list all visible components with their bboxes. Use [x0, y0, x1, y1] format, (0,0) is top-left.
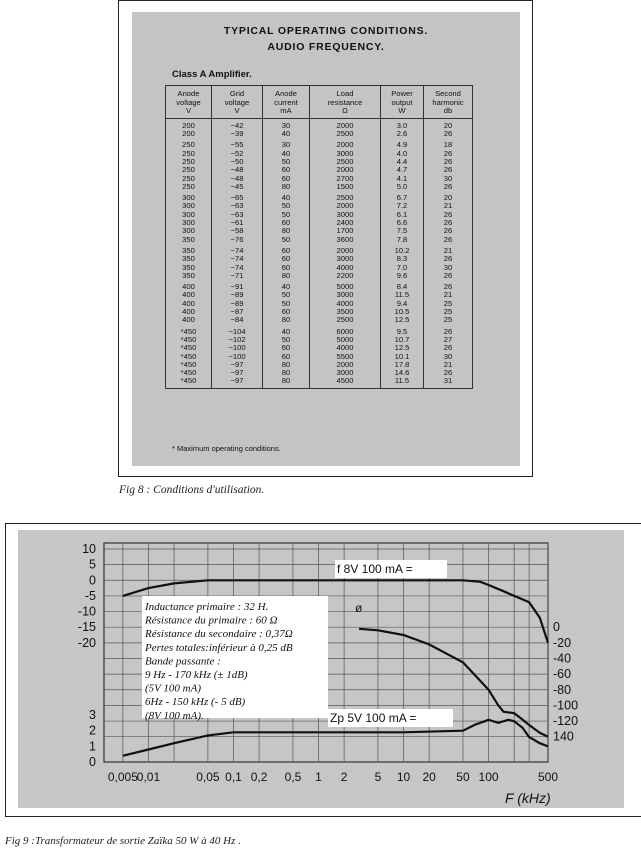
annotation-note: 9 Hz - 170 kHz (± 1dB) [145, 669, 248, 681]
table-cell: 5000 [310, 280, 381, 291]
column-header-line: W [398, 106, 406, 116]
column-header-line: voltage [176, 97, 201, 107]
table-cell: −52 [212, 150, 263, 158]
table-cell: *450 [166, 325, 212, 336]
table-cell: 4.0 [381, 150, 424, 158]
table-cell: 40 [263, 130, 310, 138]
column-header-line: V [185, 106, 192, 116]
table-cell: 26 [424, 158, 473, 166]
table-cell: 2000 [310, 202, 381, 210]
table-cell: 4.1 [381, 175, 424, 183]
table-cell: 50 [263, 158, 310, 166]
table-cell: 60 [263, 244, 310, 255]
table-cell: 60 [263, 166, 310, 174]
table-cell: 4.4 [381, 158, 424, 166]
table-cell: 2000 [310, 166, 381, 174]
table-cell: 3000 [310, 369, 381, 377]
table-cell: 4.9 [381, 138, 424, 149]
table-cell: 2000 [310, 361, 381, 369]
table-cell: 2500 [310, 158, 381, 166]
table-cell: 30 [424, 353, 473, 361]
annotation-note: Bande passante : [145, 655, 221, 668]
table-cell: −91 [212, 280, 263, 291]
column-header-line: output [391, 97, 413, 107]
table-cell: 8.4 [381, 280, 424, 291]
table-cell: 2000 [310, 118, 381, 130]
y-tick-label-impedance: 1 [89, 739, 96, 754]
table-cell: 400 [166, 280, 212, 291]
table-cell: 26 [424, 150, 473, 158]
column-header-line: mA [280, 106, 292, 116]
table-cell: 21 [424, 244, 473, 255]
x-tick-label: 500 [537, 770, 559, 784]
y-tick-label-db: 10 [82, 542, 96, 556]
table-cell: 3000 [310, 211, 381, 219]
y-tick-label-phase: -100 [553, 698, 579, 713]
table-cell: 80 [263, 227, 310, 235]
table-cell: −48 [212, 166, 263, 174]
y-tick-label-impedance: 3 [89, 708, 96, 723]
fig8-subtitle: Class A Amplifier. [172, 69, 252, 80]
table-cell: 26 [424, 236, 473, 244]
table-cell: 400 [166, 316, 212, 324]
table-cell: −100 [212, 353, 263, 361]
table-cell: 350 [166, 264, 212, 272]
table-cell: 2400 [310, 219, 381, 227]
table-cell: −50 [212, 158, 263, 166]
table-cell: −74 [212, 264, 263, 272]
table-cell: 10.2 [381, 244, 424, 255]
table-cell: 11.5 [381, 377, 424, 388]
table-cell: 50 [263, 291, 310, 299]
table-cell: 20 [424, 191, 473, 202]
table-cell: 4500 [310, 377, 381, 388]
table-cell: −42 [212, 118, 263, 130]
table-cell: 18 [424, 138, 473, 149]
x-tick-label: 0,5 [284, 770, 302, 784]
fig9-caption: Fig 9 :Transformateur de sortie Zaïka 50 W à 40 Hz . [5, 835, 241, 847]
x-tick-label: 10 [396, 770, 411, 784]
x-tick-label: 0,1 [225, 770, 242, 784]
x-tick-label: 50 [456, 770, 470, 784]
column-header-line: resistance [327, 97, 363, 107]
y-tick-label-db: -15 [77, 620, 96, 635]
curve-label-f: f 8V 100 mA = [337, 562, 413, 576]
table-cell: 2000 [310, 244, 381, 255]
y-tick-label-db: -20 [77, 635, 96, 650]
table-cell: 400 [166, 291, 212, 299]
table-cell: 26 [424, 325, 473, 336]
table-cell: 300 [166, 211, 212, 219]
table-cell: 6000 [310, 325, 381, 336]
y-tick-label-impedance: 2 [89, 723, 96, 738]
y-tick-label-db: 0 [89, 573, 96, 588]
fig8-caption: Fig 8 : Conditions d'utilisation. [119, 484, 265, 496]
table-cell: *450 [166, 361, 212, 369]
table-cell: 25 [424, 308, 473, 316]
table-cell: 21 [424, 202, 473, 210]
table-cell: −97 [212, 377, 263, 388]
table-cell: 400 [166, 308, 212, 316]
table-cell: 350 [166, 255, 212, 263]
table-cell: 10.7 [381, 336, 424, 344]
table-cell: 80 [263, 377, 310, 388]
table-cell: −58 [212, 227, 263, 235]
table-cell: 50 [263, 202, 310, 210]
table-cell: −89 [212, 291, 263, 299]
table-cell: −100 [212, 344, 263, 352]
column-header-line: Ω [342, 106, 348, 116]
table-cell: 20 [424, 118, 473, 130]
annotation-note: 6Hz - 150 kHz (- 5 dB) [145, 696, 246, 709]
table-cell: 250 [166, 158, 212, 166]
table-cell: 300 [166, 219, 212, 227]
table-cell: 21 [424, 361, 473, 369]
table-cell: 60 [263, 344, 310, 352]
table-cell: 2700 [310, 175, 381, 183]
column-header-line: Second [435, 89, 461, 98]
y-tick-label-phase: -60 [553, 667, 572, 682]
y-tick-label-phase: 0 [553, 620, 560, 635]
table-cell: −74 [212, 255, 263, 263]
x-tick-label: 0,2 [250, 770, 268, 784]
table-cell: 12.5 [381, 344, 424, 352]
table-cell: 50 [263, 300, 310, 308]
column-header-line: Power [391, 89, 413, 98]
x-tick-label: 0,005 [107, 770, 138, 784]
table-cell: 10.1 [381, 353, 424, 361]
table-cell: 60 [263, 353, 310, 361]
table-cell: 80 [263, 369, 310, 377]
column-header-line: V [234, 106, 240, 116]
column-header-line: current [274, 97, 298, 107]
table-cell: 6.7 [381, 191, 424, 202]
x-tick-label: 0,05 [196, 770, 220, 784]
table-cell: 7.0 [381, 264, 424, 272]
table-cell: −97 [212, 361, 263, 369]
table-cell: 21 [424, 291, 473, 299]
y-tick-label-phase: -120 [553, 714, 579, 729]
table-cell: 1700 [310, 227, 381, 235]
y-tick-label-phase: -20 [553, 635, 572, 650]
table-cell: 50 [263, 336, 310, 344]
table-cell: 200 [166, 118, 212, 130]
column-header-line: Anode [177, 89, 200, 98]
y-tick-label-db: -10 [77, 604, 96, 619]
table-cell: 300 [166, 202, 212, 210]
table-cell: −63 [212, 202, 263, 210]
table-cell: 3000 [310, 291, 381, 299]
table-cell: 26 [424, 344, 473, 352]
table-cell: 26 [424, 219, 473, 227]
y-tick-label-phase: 140 [553, 729, 574, 744]
fig8-title-line2: AUDIO FREQUENCY. [267, 41, 385, 53]
table-cell: 7.8 [381, 236, 424, 244]
table-cell: 17.8 [381, 361, 424, 369]
table-cell: 60 [263, 255, 310, 263]
annotation-note: (8V 100 mA). [145, 709, 204, 722]
table-cell: 26 [424, 255, 473, 263]
table-cell: 30 [424, 264, 473, 272]
table-cell: 30 [263, 118, 310, 130]
table-cell: 8.3 [381, 255, 424, 263]
table-cell: −97 [212, 369, 263, 377]
table-cell: 14.6 [381, 369, 424, 377]
table-cell: 9.5 [381, 325, 424, 336]
annotation-note: Résistance du secondaire : 0,37Ω [145, 628, 293, 641]
column-header-line: voltage [224, 97, 250, 107]
table-cell: 11.5 [381, 291, 424, 299]
table-cell: 1500 [310, 183, 381, 191]
table-cell: 26 [424, 280, 473, 291]
table-cell: 400 [166, 300, 212, 308]
table-cell: −55 [212, 138, 263, 149]
table-cell: 60 [263, 175, 310, 183]
table-cell: −74 [212, 244, 263, 255]
y-tick-label-db: 5 [89, 557, 96, 572]
table-cell: 4.7 [381, 166, 424, 174]
table-cell: 31 [424, 377, 473, 388]
x-tick-label: 5 [374, 770, 382, 784]
table-cell: 60 [263, 308, 310, 316]
table-cell: *450 [166, 369, 212, 377]
column-header-line: Anode [275, 89, 297, 98]
table-cell: 350 [166, 272, 212, 280]
table-cell: −76 [212, 236, 263, 244]
table-cell: 80 [263, 183, 310, 191]
table-cell: *450 [166, 344, 212, 352]
table-cell: 3.0 [381, 118, 424, 130]
table-cell: 2500 [310, 316, 381, 324]
table-cell: 5.0 [381, 183, 424, 191]
annotation-note: (5V 100 mA) [145, 682, 202, 695]
x-tick-label: 0,01 [136, 770, 161, 784]
table-cell: 25 [424, 300, 473, 308]
table-cell: 40 [263, 150, 310, 158]
column-header-line: harmonic [432, 97, 464, 107]
x-tick-label: 1 [315, 770, 322, 784]
table-cell: 80 [263, 272, 310, 280]
table-cell: 27 [424, 336, 473, 344]
table-cell: 2200 [310, 272, 381, 280]
table-cell: 30 [263, 138, 310, 149]
table-cell: 200 [166, 130, 212, 138]
table-cell: 26 [424, 211, 473, 219]
table-cell: 25 [424, 316, 473, 324]
column-header-line: Grid [229, 89, 245, 98]
table-cell: −48 [212, 175, 263, 183]
table-cell: 26 [424, 183, 473, 191]
table-cell: −87 [212, 308, 263, 316]
table-cell: 50 [263, 211, 310, 219]
table-cell: 9.4 [381, 300, 424, 308]
table-cell: 3600 [310, 236, 381, 244]
table-cell: 5000 [310, 336, 381, 344]
column-header-line: db [443, 106, 453, 116]
table-cell: 3000 [310, 150, 381, 158]
y-tick-label-impedance: 0 [89, 755, 96, 769]
table-cell: 40 [263, 325, 310, 336]
column-header-line: Load [336, 89, 354, 98]
table-cell: 250 [166, 150, 212, 158]
table-cell: 250 [166, 183, 212, 191]
y-tick-label-phase: -80 [553, 682, 572, 697]
table-cell: −45 [212, 183, 263, 191]
table-cell: 2500 [310, 130, 381, 138]
table-cell: 26 [424, 130, 473, 138]
table-cell: 26 [424, 166, 473, 174]
table-cell: 7.2 [381, 202, 424, 210]
table-cell: *450 [166, 377, 212, 388]
table-cell: 40 [263, 191, 310, 202]
table-cell: −104 [212, 325, 263, 336]
table-cell: −39 [212, 130, 263, 138]
table-cell: −84 [212, 316, 263, 324]
table-cell: 3500 [310, 308, 381, 316]
table-cell: −71 [212, 272, 263, 280]
table-cell: 4000 [310, 264, 381, 272]
table-cell: 300 [166, 227, 212, 235]
table-cell: 2000 [310, 138, 381, 149]
table-cell: 6.6 [381, 219, 424, 227]
annotation-note: Pertes totales:inférieur à 0,25 dB [145, 641, 293, 654]
table-cell: 10.5 [381, 308, 424, 316]
table-cell: −89 [212, 300, 263, 308]
table-cell: 5500 [310, 353, 381, 361]
table-cell: *450 [166, 336, 212, 344]
table-cell: 50 [263, 236, 310, 244]
fig8-title-line1: TYPICAL OPERATING CONDITIONS. [223, 25, 429, 37]
table-cell: 4000 [310, 344, 381, 352]
table-cell: −61 [212, 219, 263, 227]
fig8-footnote: * Maximum operating conditions. [172, 444, 281, 453]
table-cell: 60 [263, 219, 310, 227]
table-cell: −65 [212, 191, 263, 202]
y-tick-label-phase: -40 [553, 651, 572, 666]
x-axis-label: F (kHz) [505, 790, 551, 806]
table-cell: 80 [263, 361, 310, 369]
x-tick-label: 20 [422, 770, 436, 784]
table-cell: 250 [166, 166, 212, 174]
x-tick-label: 2 [340, 770, 348, 784]
annotation-note: Inductance primaire : 32 H. [145, 601, 269, 613]
table-cell: 2500 [310, 191, 381, 202]
table-cell: 4000 [310, 300, 381, 308]
table-cell: 3000 [310, 255, 381, 263]
table-cell: 30 [424, 175, 473, 183]
table-cell: −63 [212, 211, 263, 219]
curve-label-zp: Zp 5V 100 mA = [330, 711, 417, 725]
table-cell: 350 [166, 236, 212, 244]
table-cell: 300 [166, 191, 212, 202]
y-tick-label-db: -5 [84, 588, 96, 603]
table-cell: 26 [424, 369, 473, 377]
table-cell: 26 [424, 227, 473, 235]
table-cell: 60 [263, 264, 310, 272]
table-cell: 6.1 [381, 211, 424, 219]
table-cell: −102 [212, 336, 263, 344]
table-cell: 80 [263, 316, 310, 324]
table-cell: 2.6 [381, 130, 424, 138]
table-cell: 7.5 [381, 227, 424, 235]
table-cell: *450 [166, 353, 212, 361]
table-cell: 250 [166, 138, 212, 149]
x-tick-label: 100 [478, 770, 499, 784]
annotation-note: Résistance du primaire : 60 Ω [145, 614, 278, 627]
table-cell: 9.6 [381, 272, 424, 280]
curve-label-phase: ø [355, 601, 363, 615]
table-cell: 40 [263, 280, 310, 291]
table-cell: 350 [166, 244, 212, 255]
table-cell: 250 [166, 175, 212, 183]
table-cell: 12.5 [381, 316, 424, 324]
table-cell: 26 [424, 272, 473, 280]
